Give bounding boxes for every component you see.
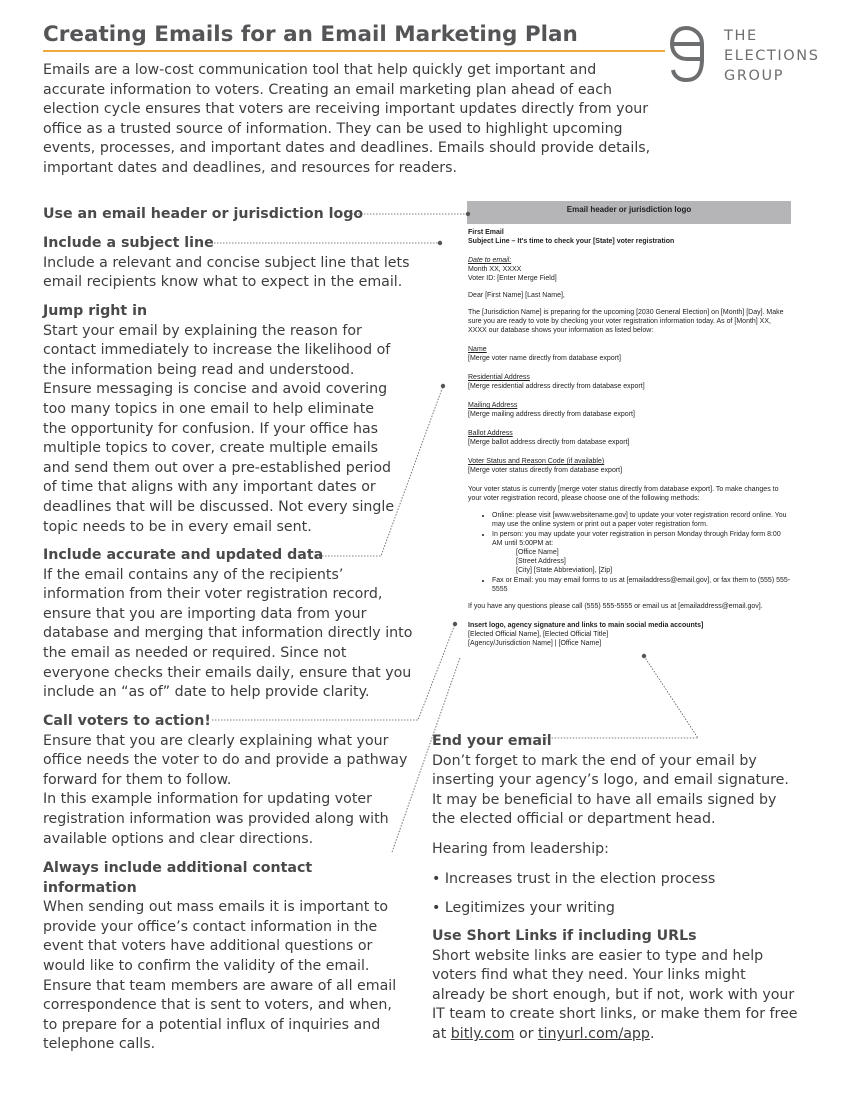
logo-line-2: ELECTIONS [724, 48, 820, 64]
leader-dot [441, 384, 445, 388]
email-field-label: Mailing Address [468, 402, 518, 409]
body-call-to-action-1: Ensure that you are clearly explaining what your office needs the voter to do and provide a pathway forward for them to follow. [43, 732, 408, 788]
email-field-value: [Merge voter name directly from database export] [468, 355, 621, 362]
email-field-value: [Merge mailing address directly from database export] [468, 411, 635, 418]
email-voter-id: Voter ID: [Enter Merge Field] [468, 275, 557, 282]
email-office-address: [Office Name] [Street Address] [City] [State Abbreviation], [Zip] [516, 549, 613, 574]
leader-call-to-action [212, 624, 455, 720]
heading-call-to-action: Call voters to action! [43, 713, 211, 729]
email-header-bar: Email header or jurisdiction logo [467, 201, 791, 224]
heading-header-logo: Use an email header or jurisdiction logo [43, 206, 364, 222]
leader-contact-info [392, 658, 460, 852]
intro-paragraph: Emails are a low-cost communication tool that help quickly get important and accurate information to voters. Creating an email marketing plan ahead of each election cycle ensures that voters are receiving important updates directly from your office as a trusted source of information. They can be used to highlight upcoming events, processes, and important dates and deadlines. Emails should provide details, important dates and deadlines, and resources for readers. [43, 62, 651, 176]
leader-dot [453, 622, 457, 626]
email-subject: Subject Line – It's time to check your [State] voter registration [468, 238, 675, 245]
email-field-value: [Merge ballot address directly from database export] [468, 439, 630, 446]
email-field-value: [Merge residential address directly from database export] [468, 383, 645, 390]
leader-dot [466, 212, 470, 216]
email-field-label: Voter Status and Reason Code (if available) [468, 458, 605, 465]
tinyurl-link[interactable]: tinyurl.com/app [537, 1025, 650, 1042]
heading-jump-right-in: Jump right in [43, 303, 148, 319]
email-field-label: Residential Address [468, 374, 530, 381]
email-greeting: Dear [First Name] [Last Name], [468, 292, 565, 299]
body-contact-info: When sending out mass emails it is important to provide your office’s contact information in the event that voters have additional questions or would like to confirm the validity of the email. Ensure that team members are aware of all email correspondence that is sent to voters, and when, to prepare for a potential influx of inquiries and telephone calls. [43, 899, 397, 1053]
body-end-email: Don’t forget to mark the end of your email by inserting your agency’s logo, and email signature. It may be beneficial to have all emails signed by the elected official or department head. [432, 752, 789, 828]
leader-dot [642, 654, 646, 658]
email-method-online: • Online: please visit [www.websitename.gov] to update your voter registration record online. You may use the online system or print out a paper voter registration form. [492, 511, 791, 529]
body-subject-line: Include a relevant and concise subject line that lets email recipients know what to expect in the email. [43, 254, 410, 291]
email-questions: If you have any questions please call (555) 555-5555 or email us at [emailaddress@email.gov]. [468, 603, 763, 610]
heading-subject-line: Include a subject line [43, 235, 214, 251]
logo-line-1: THE [724, 28, 758, 44]
heading-accurate-data: Include accurate and updated data [43, 547, 324, 563]
page-title: Creating Emails for an Email Marketing Plan [43, 22, 578, 47]
email-field-value: [Merge voter status directly from database export] [468, 467, 623, 474]
body-jump-right-in: Start your email by explaining the reason for contact immediately to increase the likelihood of the information being read and understood. Ensure messaging is concise and avoid covering too many topics in one email to help eliminate the opportunity for confusion. If your office has multiple topics to cover, create multiple emails and send them out over a pre-established period of time that aligns with any important dates or deadlines that will be discussed. Not every single topic needs to be in every email sent. [43, 322, 395, 535]
leader-accurate-data [316, 386, 443, 556]
heading-short-links: Use Short Links if including URLs [432, 928, 697, 944]
email-method-in-person: • In person: you may update your voter registration in person Monday through Friday form 8:00 AM until 5:00PM at: [Office Name] [Street Address] [City] [State Abbreviation], [Zip] [492, 530, 791, 575]
email-field-label: Name [468, 346, 487, 353]
leader-end-email [522, 656, 698, 738]
email-signature: Insert logo, agency signature and links to main social media accounts] [468, 622, 704, 629]
leadership-bullet-2: • Legitimizes your writing [432, 900, 615, 917]
leader-dot [438, 241, 442, 245]
body-accurate-data: If the email contains any of the recipients’ information from their voter registration record, ensure that you are importing data from your database and merging that information directly into the email as needed or required. Since not everyone checks their emails daily, ensure that you include an “as of” date to help provide clarity. [43, 566, 413, 701]
email-field-label: Ballot Address [468, 430, 513, 437]
leadership-label: Hearing from leadership: [432, 840, 609, 857]
logo-line-3: GROUP [724, 68, 785, 84]
email-date-label: Date to email: [468, 257, 512, 264]
email-official: [Elected Official Name], [Elected Official Title] [468, 631, 609, 638]
bitly-link[interactable]: bitly.com [450, 1025, 515, 1042]
email-status-text: Your voter status is currently [merge voter status directly from database export]. To make changes to your voter registration record, please choose one of the following methods: [468, 486, 779, 502]
email-agency: [Agency/Jurisdiction Name] | [Office Name] [468, 640, 602, 647]
email-date: Month XX, XXXX [468, 266, 522, 273]
body-call-to-action-2: In this example information for updating voter registration information was provided along with available options and clear directions. [43, 791, 389, 847]
heading-end-email: End your email [432, 733, 552, 749]
leadership-bullet-1: • Increases trust in the election process [432, 870, 716, 887]
email-first: First Email [468, 229, 504, 236]
body-short-links: Short website links are easier to type and help voters find what they need. Your links might already be short enough, but if not, work with your IT team to create short links, or make them for free at bitly.com or tinyurl.com/app. [432, 947, 798, 1042]
heading-contact-info: Always include additional contact information [43, 860, 313, 896]
email-intro: The [Jurisdiction Name] is preparing for the upcoming [2030 General Election] on [Month] [Day]. Make sure you are ready to vote by checking your voter registration information today. As of [Month] XX, XXXX our database shows your information as listed below: [468, 309, 784, 334]
email-method-fax: • Fax or Email: you may email forms to us at [emailaddress@email.gov], or fax them to (555) 555-5555 [492, 576, 791, 594]
